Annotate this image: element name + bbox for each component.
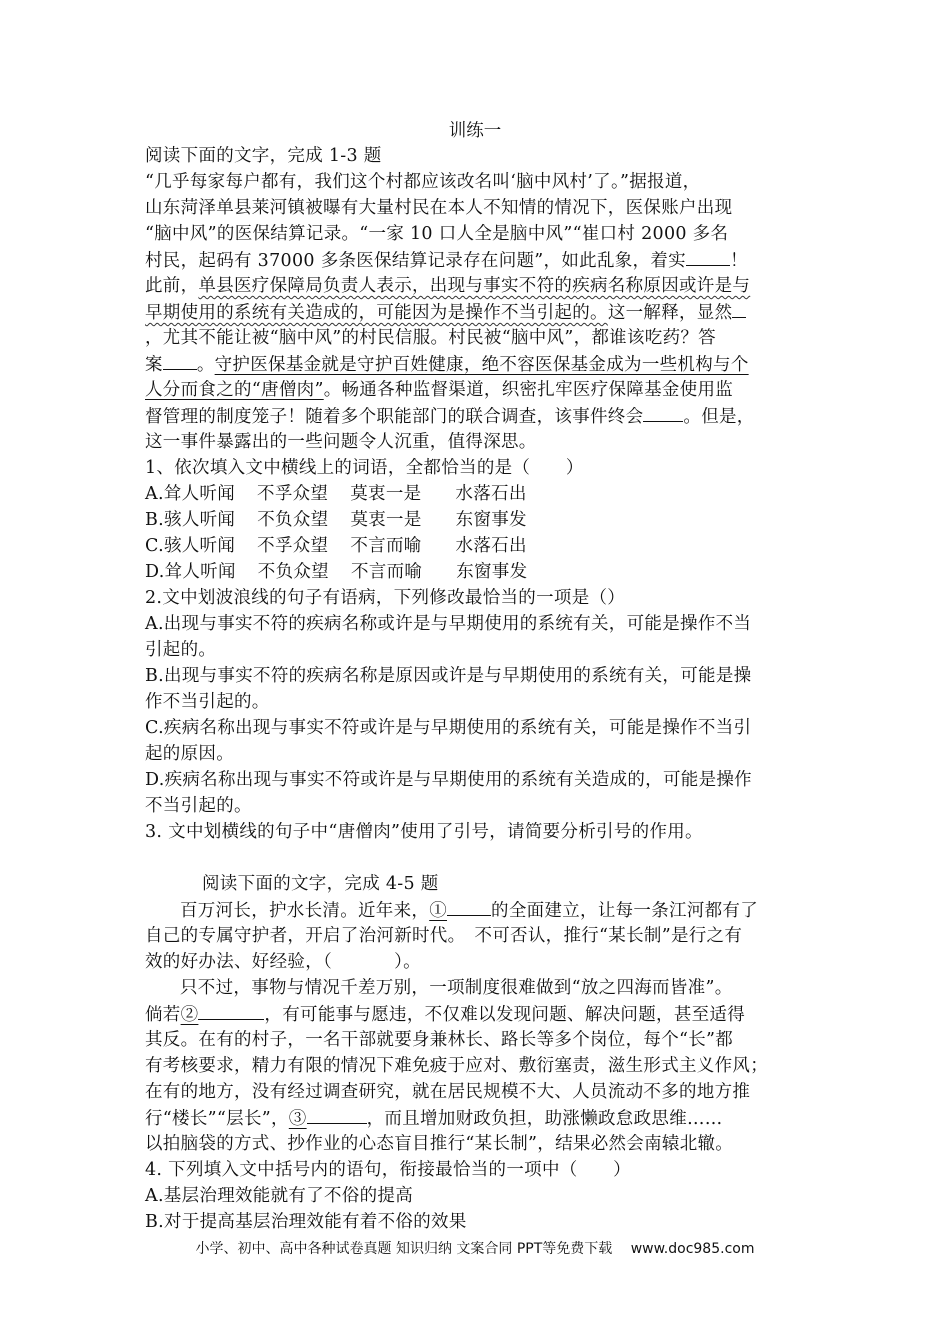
option-word: 骇人听闻 xyxy=(163,536,236,556)
passage1-line: 山东菏泽单县莱河镇被曝有大量村民在本人不知情的情况下，医保账户出现 xyxy=(145,198,733,218)
passage2-line: 以拍脑袋的方式、抄作业的心态盲目推行“某长制”，结果必然会南辕北辙。 xyxy=(145,1134,734,1154)
question-1-option xyxy=(145,559,527,585)
text: 。但是， xyxy=(683,407,755,427)
question-2-option-b: 作不当引起的。 xyxy=(145,692,270,712)
question-2-option-c: 起的原因。 xyxy=(145,744,234,764)
option-word: 不孚众望 xyxy=(257,484,329,504)
question-4-option-a: A.基层治理效能就有了不俗的提高 xyxy=(145,1186,413,1206)
option-word: 不言而喻 xyxy=(350,562,423,582)
passage1-line xyxy=(145,351,749,378)
underlined-sentence: 守护医保基金就是守护百姓健康，绝不容医保基金成为一些机构与个 xyxy=(214,355,749,375)
option-letter: B. xyxy=(145,510,165,530)
text: 案 xyxy=(145,355,163,375)
section2-intro: 阅读下面的文字，完成 4-5 题 xyxy=(202,874,439,894)
page-title: 训练一 xyxy=(448,121,502,141)
passage1-line xyxy=(145,403,755,430)
option-word: 水落石出 xyxy=(455,536,527,556)
fill-blank-2 xyxy=(732,299,746,318)
text: 的全面建立，让每一条江河都有了 xyxy=(491,901,759,921)
page-footer: 小学、初中、高中各种试卷真题 知识归纳 文案合同 PPT等免费下载 www.doc985.com xyxy=(195,1241,755,1257)
option-word: 莫衷一是 xyxy=(350,484,422,504)
text: 此前， xyxy=(145,276,199,296)
passage2-line xyxy=(180,897,758,924)
question-1-option xyxy=(145,507,527,533)
question-2-option-b: B.出现与事实不符的疾病名称是原因或许是与早期使用的系统有关，可能是操 xyxy=(145,666,752,686)
option-word: 莫衷一是 xyxy=(350,510,422,530)
passage1-line xyxy=(145,299,746,326)
fill-blank-marker-1 xyxy=(447,897,491,916)
passage1-line xyxy=(145,273,750,299)
blank-marker-2: ② xyxy=(180,1005,199,1025)
text: ！ xyxy=(729,251,748,271)
question-2-option-c: C.疾病名称出现与事实不符或许是与早期使用的系统有关，可能是操作不当引 xyxy=(145,718,752,738)
text: ，有可能事与愿违，不仅难以发现问题、解决问题，甚至适得 xyxy=(264,1005,746,1025)
question-2-option-d: 不当引起的。 xyxy=(145,796,252,816)
text: 。 xyxy=(196,355,215,375)
question-1-stem: 1、依次填入文中横线上的词语，全都恰当的是（ ） xyxy=(145,458,584,478)
question-3-stem: 3. 文中划横线的句子中“唐僧肉”使用了引号，请简要分析引号的作用。 xyxy=(145,822,703,842)
fill-blank-marker-3 xyxy=(307,1105,367,1124)
question-4-stem: 4. 下列填入文中括号内的语句，衔接最恰当的一项中（ ） xyxy=(145,1160,631,1180)
question-2-option-d: D.疾病名称出现与事实不符或许是与早期使用的系统有关造成的，可能是操作 xyxy=(145,770,752,790)
text: ）。 xyxy=(394,952,421,972)
passage2-line xyxy=(145,1105,723,1132)
fill-blank-1 xyxy=(686,247,730,266)
wavy-underlined-sentence: 单县医疗保障局负责人表示，出现与事实不符的疾病名称原因或许是与 xyxy=(198,276,751,296)
passage2-line: 在有的地方，没有经过调查研究，就在居民规模不大、人员流动不多的地方推 xyxy=(145,1082,751,1102)
fill-blank-marker-2 xyxy=(198,1001,264,1020)
wavy-underlined-sentence: 早期使用的系统有关造成的，可能因为是操作不当引起的。 xyxy=(145,303,608,323)
option-word: 不孚众望 xyxy=(257,536,329,556)
option-word: 骇人听闻 xyxy=(164,510,236,530)
passage1-line xyxy=(145,377,733,403)
passage1-line: “几乎每家每户都有，我们这个村都应该改名叫‘脑中风村’了。”据报道， xyxy=(145,172,701,192)
option-word: 水落石出 xyxy=(455,484,527,504)
text: 百万河长，护水长清。近年来， xyxy=(180,901,430,921)
option-letter: D. xyxy=(145,562,165,582)
text: 督管理的制度笼子！随着多个职能部门的联合调查，该事件终会 xyxy=(145,407,644,427)
option-word: 不负众望 xyxy=(257,510,329,530)
fill-blank-3 xyxy=(163,351,197,370)
passage1-line: “脑中风”的医保结算记录。“一家 10 口人全是脑中风”“崔口村 2000 多名 xyxy=(145,224,729,244)
passage1-line: 这一事件暴露出的一些问题令人沉重，值得深思。 xyxy=(145,432,537,452)
option-letter: C. xyxy=(145,536,164,556)
blank-marker-3: ③ xyxy=(288,1109,307,1129)
underlined-sentence: 人分而食之的“唐僧肉” xyxy=(145,380,324,400)
text: 。畅通各种监督渠道，织密扎牢医疗保障基金使用监 xyxy=(323,380,734,400)
question-1-option xyxy=(145,481,527,507)
option-letter: A. xyxy=(145,484,164,504)
passage2-line: 只不过，事物与情况千差万别，一项制度很难做到“放之四海而皆准”。 xyxy=(180,978,733,998)
question-2-stem: 2.文中划波浪线的句子有语病，下列修改最恰当的一项是（） xyxy=(145,588,626,608)
option-word: 耸人听闻 xyxy=(164,562,236,582)
passage2-line: 其反。在有的村子，一名干部就要身兼林长、路长等多个岗位，每个“长”都 xyxy=(145,1030,734,1050)
section1-intro: 阅读下面的文字，完成 1-3 题 xyxy=(145,146,382,166)
text: ，而且增加财政负担，助涨懒政怠政思维…… xyxy=(366,1109,723,1129)
text: 村民，起码有 37000 多条医保结算记录存在问题”，如此乱象，着实 xyxy=(145,251,686,271)
text: 效的好办法、好经验，（ xyxy=(145,952,333,972)
passage2-line xyxy=(145,949,421,975)
passage2-line: 有考核要求，精力有限的情况下难免疲于应对、敷衍塞责，滋生形式主义作风； xyxy=(145,1056,768,1076)
question-2-option-a: A.出现与事实不符的疾病名称或许是与早期使用的系统有关，可能是操作不当 xyxy=(145,614,752,634)
blank-marker-1: ① xyxy=(429,901,448,921)
option-word: 不负众望 xyxy=(257,562,329,582)
passage1-line: ，尤其不能让被“脑中风”的村民信服。村民被“脑中风”，都谁该吃药？答 xyxy=(145,328,716,348)
option-word: 不言而喻 xyxy=(350,536,422,556)
question-4-option-b: B.对于提高基层治理效能有着不俗的效果 xyxy=(145,1212,467,1232)
passage2-line: 自己的专属守护者，开启了治河新时代。 不可否认，推行“某长制”是行之有 xyxy=(145,926,743,946)
passage2-line xyxy=(145,1001,745,1028)
text: 倘若 xyxy=(145,1005,181,1025)
text: 行“楼长”“层长”， xyxy=(145,1109,289,1129)
fill-blank-4 xyxy=(643,403,683,422)
option-word: 东窗事发 xyxy=(455,510,527,530)
question-1-option xyxy=(145,533,527,559)
question-2-option-a: 引起的。 xyxy=(145,640,217,660)
option-word: 东窗事发 xyxy=(456,562,528,582)
passage1-line xyxy=(145,247,748,274)
option-word: 耸人听闻 xyxy=(163,484,236,504)
text: 这一解释，显然 xyxy=(607,303,733,323)
